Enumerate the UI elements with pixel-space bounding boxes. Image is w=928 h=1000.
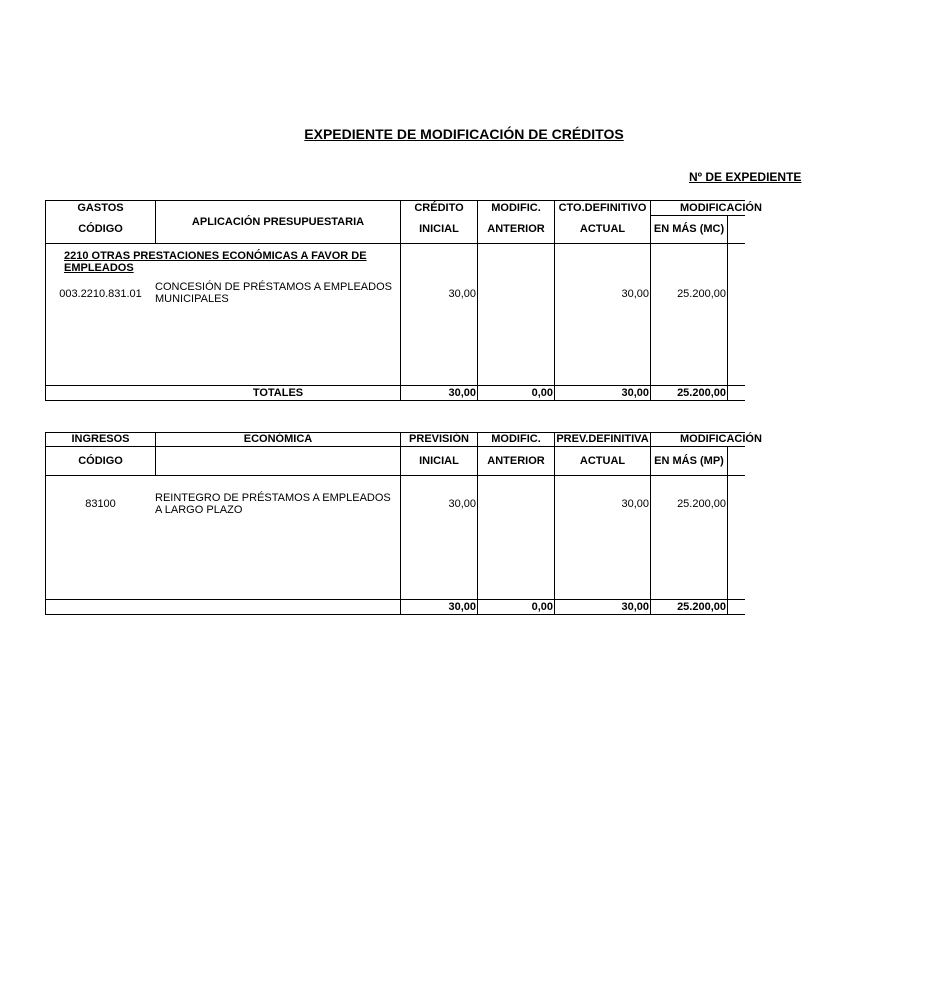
ingresos-total-en-mas: 25.200,00: [677, 601, 726, 613]
ingresos-row-en-mas: 25.200,00: [677, 498, 726, 510]
ingresos-en-mas-header: EN MÁS (MP): [654, 455, 724, 467]
ingresos-inicial-header: INICIAL: [419, 455, 459, 467]
anterior-header: ANTERIOR: [487, 223, 545, 235]
economica-header: ECONÓMICA: [243, 433, 313, 445]
codigo-header: CÓDIGO: [78, 223, 123, 235]
ingresos-anterior-header: ANTERIOR: [487, 455, 545, 467]
credito-header: CRÉDITO: [414, 202, 464, 214]
expediente-number-label: Nº DE EXPEDIENTE: [689, 170, 802, 184]
modific-header: MODIFIC.: [491, 202, 541, 214]
modificacion-header: MODIFICACIÓN: [680, 202, 762, 214]
ingresos-modificacion-header: MODIFICACIÓN: [680, 433, 762, 445]
ingresos-total-actual: 30,00: [621, 601, 649, 613]
gastos-header: GASTOS: [77, 202, 124, 214]
en-mas-header: EN MÁS (MC): [653, 223, 725, 235]
gastos-row-codigo: 003.2210.831.01: [59, 288, 142, 300]
gastos-total-actual: 30,00: [621, 387, 649, 399]
gastos-row-en-mas: 25.200,00: [677, 288, 726, 300]
document-title: EXPEDIENTE DE MODIFICACIÓN DE CRÉDITOS: [304, 126, 624, 142]
gastos-row-inicial: 30,00: [448, 288, 476, 300]
ingresos-row-codigo: 83100: [85, 498, 116, 510]
gastos-total-anterior: 0,00: [531, 387, 553, 399]
prev-definitiva-header: PREV.DEFINITIVA: [556, 433, 649, 445]
inicial-header: INICIAL: [419, 223, 459, 235]
ingresos-actual-header: ACTUAL: [579, 455, 626, 467]
totales-label: TOTALES: [252, 387, 304, 399]
ingresos-total-inicial: 30,00: [448, 601, 476, 613]
ingresos-row-inicial: 30,00: [448, 498, 476, 510]
gastos-total-inicial: 30,00: [448, 387, 476, 399]
aplicacion-header: APLICACIÓN PRESUPUESTARIA: [191, 216, 365, 228]
prevision-header: PREVISIÓN: [409, 433, 469, 445]
ingresos-codigo-header: CÓDIGO: [78, 455, 123, 467]
partida-group-title: 2210 OTRAS PRESTACIONES ECONÓMICAS A FAVOR DE EMPLEADOS: [64, 250, 367, 274]
gastos-total-en-mas: 25.200,00: [677, 387, 726, 399]
ingresos-row-actual: 30,00: [621, 498, 649, 510]
ingresos-modific-header: MODIFIC.: [491, 433, 541, 445]
ingresos-header: INGRESOS: [71, 433, 130, 445]
ingresos-row-descripcion: REINTEGRO DE PRÉSTAMOS A EMPLEADOS A LARGO PLAZO: [155, 492, 391, 516]
cto-definitivo-header: CTO.DEFINITIVO: [558, 202, 647, 214]
gastos-row-descripcion: CONCESIÓN DE PRÉSTAMOS A EMPLEADOS MUNICIPALES: [155, 281, 392, 305]
gastos-row-actual: 30,00: [621, 288, 649, 300]
actual-header: ACTUAL: [579, 223, 626, 235]
ingresos-total-anterior: 0,00: [531, 601, 553, 613]
